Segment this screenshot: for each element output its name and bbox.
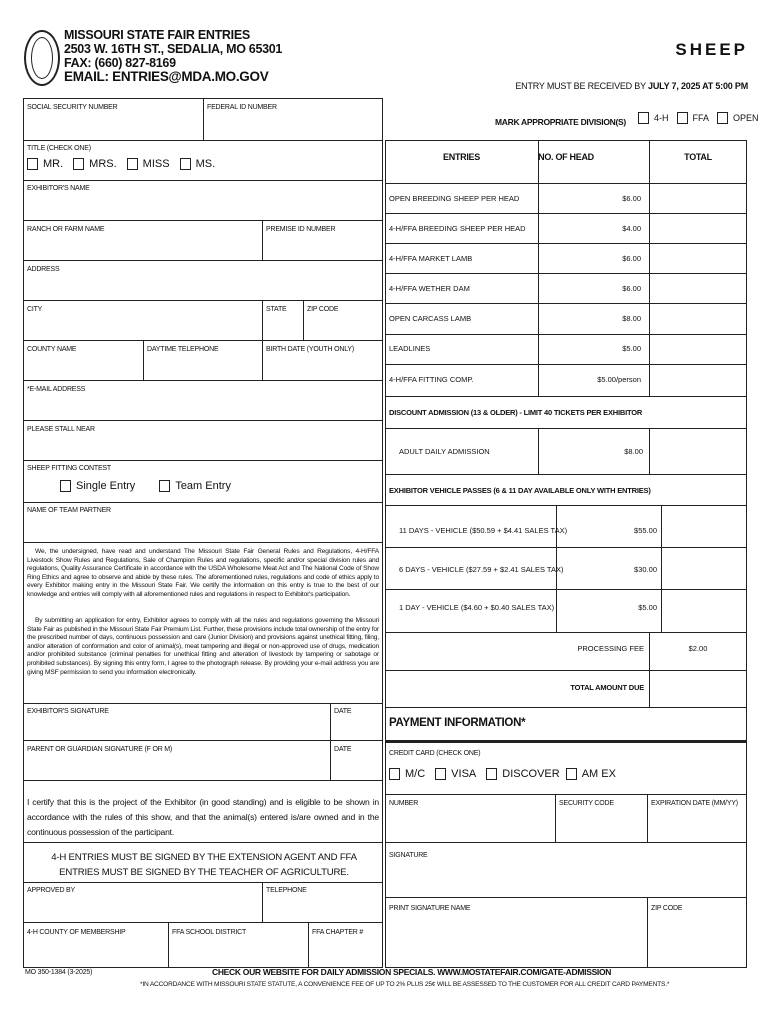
pass-1-day-price: $5.00 (638, 603, 657, 612)
checkbox-icon (180, 158, 191, 170)
security-code-label: SECURITY CODE (559, 800, 614, 807)
entry-row-4-price: $6.00 (622, 284, 641, 293)
form-number: MO 350-1384 (3-2025) (25, 969, 93, 976)
birth-label: BIRTH DATE (YOUTH ONLY) (266, 346, 354, 353)
city-label: CITY (27, 306, 43, 313)
checkbox-icon (159, 480, 170, 492)
title-miss-checkbox[interactable] (127, 158, 170, 170)
col-total: TOTAL (684, 152, 712, 162)
signing-note: 4-H ENTRIES MUST BE SIGNED BY THE EXTENSION AGENT AND FFA ENTRIES MUST BE SIGNED BY THE TEACHER OF AGRICULTURE. (51, 852, 357, 878)
convenience-fee-note: *IN ACCORDANCE WITH MISSOURI STATE STATUTE, A CONVENIENCE FEE OF UP TO 2% PLUS 25¢ WILL BE ASSESSED TO THE CUSTOMER FOR ALL CREDIT CARD PAYMENTS.* (140, 981, 670, 988)
card-signature-label: SIGNATURE (389, 852, 428, 859)
county-membership-label: 4-H COUNTY OF MEMBERSHIP (27, 929, 126, 936)
card-number-label: NUMBER (389, 800, 419, 807)
pass-6-day-price: $30.00 (634, 565, 657, 574)
checkbox-icon (486, 768, 497, 780)
title-ms-label: MS. (195, 158, 216, 170)
card-visa-label: VISA (451, 768, 477, 780)
pass-11-day-price: $55.00 (634, 526, 657, 535)
adult-admission-name: ADULT DAILY ADMISSION (399, 447, 490, 456)
checkbox-icon (717, 112, 728, 124)
checkbox-icon (73, 158, 84, 170)
checkbox-icon (60, 480, 71, 492)
deadline-date: JULY 7, 2025 AT 5:00 PM (648, 81, 748, 91)
fein-label: FEDERAL ID NUMBER (207, 104, 277, 111)
print-name-label: PRINT SIGNATURE NAME (389, 905, 471, 912)
entry-row-7-price: $5.00/person (597, 375, 641, 384)
division-ffa-label: FFA (692, 113, 710, 123)
division-open-label: OPEN (733, 113, 759, 123)
phone-label: DAYTIME TELEPHONE (147, 346, 219, 353)
form-category: SHEEP (675, 40, 748, 59)
card-discover-checkbox[interactable] (486, 768, 559, 780)
zip-label: ZIP CODE (307, 306, 339, 313)
division-open-checkbox[interactable] (717, 112, 759, 124)
agreement-paragraph-1: We, the undersigned, have read and understand The Missouri State Fair General Rules and Regulations, 4-H/FFA Livestock Show Rules and Regulations, Sale of Champion Rules and regulations, specific and/or special division rules and regulations, Quality Assurance Certificate in accordance with the USDA Wholesome Meat Act and The National Code of Show Ring Ethics and agree to observe and abide by these rules. The aforementioned rules, regulations and code of ethics apply to every Exhibitor making entry in the Missouri State Fair. We certify the information on this entry is true to the best of our knowledge and entries will comply with all aforementioned rules and regulations in respect to Exhibitor's participation. (27, 548, 379, 598)
entry-row-5-name: OPEN CARCASS LAMB (389, 314, 472, 323)
deadline-prefix: ENTRY MUST BE RECEIVED BY (515, 81, 649, 91)
checkbox-icon (27, 158, 38, 170)
title-miss-label: MISS (142, 158, 170, 170)
certify-statement: I certify that this is the project of the Exhibitor (in good standing) and is eligible to be shown in accordance with the rules of this show, and that the animal(s) entered is/are owned and in the continuous possession of the participant. (27, 797, 379, 837)
approved-label: APPROVED BY (27, 887, 75, 894)
org-name: MISSOURI STATE FAIR ENTRIES (64, 28, 250, 42)
org-address: 2503 W. 16TH ST., SEDALIA, MO 65301 (64, 42, 283, 56)
deadline (515, 81, 748, 91)
title-mr-label: MR. (43, 158, 64, 170)
entry-row-1-price: $6.00 (622, 194, 641, 203)
title-ms-checkbox[interactable] (180, 158, 216, 170)
checkbox-icon (638, 112, 649, 124)
entry-row-2-name: 4-H/FFA BREEDING SHEEP PER HEAD (389, 224, 526, 233)
card-mc-label: M/C (405, 768, 426, 780)
fitting-label: SHEEP FITTING CONTEST (27, 465, 111, 472)
division-options (638, 112, 759, 124)
card-visa-checkbox[interactable] (435, 768, 476, 780)
entry-row-4-name: 4-H/FFA WETHER DAM (389, 284, 470, 293)
processing-fee-label: PROCESSING FEE (577, 644, 644, 653)
card-mc-checkbox[interactable] (389, 768, 425, 780)
title-mr-checkbox[interactable] (27, 158, 63, 170)
website-notice: CHECK OUR WEBSITE FOR DAILY ADMISSION SPECIALS. WWW.MOSTATEFAIR.COM/GATE-ADMISSION (212, 967, 612, 977)
state-label: STATE (266, 306, 287, 313)
org-fax: FAX: (660) 827-8169 (64, 56, 176, 70)
stall-label: PLEASE STALL NEAR (27, 426, 95, 433)
title-label: TITLE (CHECK ONE) (27, 145, 91, 152)
title-mrs-checkbox[interactable] (73, 158, 117, 170)
division-ffa-checkbox[interactable] (677, 112, 710, 124)
card-zip-label: ZIP CODE (651, 905, 683, 912)
ssn-label: SOCIAL SECURITY NUMBER (27, 104, 118, 111)
entry-row-7-name: 4-H/FFA FITTING COMP. (389, 375, 474, 384)
col-entries: ENTRIES (443, 152, 480, 162)
division-4h-checkbox[interactable] (638, 112, 669, 124)
exhibitor-signature-label: EXHIBITOR'S SIGNATURE (27, 708, 109, 715)
payment-header: PAYMENT INFORMATION* (389, 717, 526, 729)
single-entry-label: Single Entry (76, 480, 136, 492)
col-head: NO. OF HEAD (538, 152, 594, 162)
parent-signature-label: PARENT OR GUARDIAN SIGNATURE (F OR M) (27, 746, 173, 753)
single-entry-checkbox[interactable] (60, 480, 135, 492)
vehicle-header: EXHIBITOR VEHICLE PASSES (6 & 11 DAY AVAILABLE ONLY WITH ENTRIES) (389, 486, 651, 495)
checkbox-icon (677, 112, 688, 124)
county-label: COUNTY NAME (27, 346, 77, 353)
title-mrs-label: MRS. (89, 158, 117, 170)
team-entry-label: Team Entry (175, 480, 231, 492)
pass-6-day-name: 6 DAYS - VEHICLE ($27.59 + $2.41 SALES TAX) (399, 565, 564, 574)
card-options (389, 768, 616, 780)
email-label: *E-MAIL ADDRESS (27, 386, 86, 393)
pass-11-day-name: 11 DAYS - VEHICLE ($50.59 + $4.41 SALES TAX) (399, 526, 568, 535)
checkbox-icon (435, 768, 446, 780)
ranch-label: RANCH OR FARM NAME (27, 226, 105, 233)
ffa-chapter-label: FFA CHAPTER # (312, 929, 364, 936)
entry-row-2-price: $4.00 (622, 224, 641, 233)
card-discover-label: DISCOVER (502, 768, 560, 780)
entry-row-3-name: 4-H/FFA MARKET LAMB (389, 254, 473, 263)
entry-row-1-name: OPEN BREEDING SHEEP PER HEAD (389, 194, 520, 203)
card-amex-label: AM EX (581, 768, 616, 780)
ffa-district-label: FFA SCHOOL DISTRICT (172, 929, 247, 936)
agreement-paragraph-2: By submitting an application for entry, Exhibitor agrees to comply with all the rules and regulations governing the Missouri State Fair as published in the Missouri State Fair Premium List. Further, these provisions include total ownership of the entry for the prescribed number of days, continuous possession and care (Junior Division) and provisions against unethical fitting, filing, and/or alteration of conformation and color of animal(s), meat tampering and illegal or non-approved use of drugs, medication and/or prohibited substance (criminal penalties for unethical fitting and alteration of livestock by tampering or sabotage or prohibited substances). By signing this entry form, I agree to the photograph release. By providing your e-mail address you are giving MSF permission to send you information electronically. (27, 617, 379, 676)
discount-header: DISCOUNT ADMISSION (13 & OLDER) - LIMIT 40 TICKETS PER EXHIBITOR (389, 408, 643, 417)
title-options (27, 158, 215, 170)
partner-label: NAME OF TEAM PARTNER (27, 507, 111, 514)
telephone-label: TELEPHONE (266, 887, 307, 894)
org-email: EMAIL: ENTRIES@MDA.MO.GOV (64, 69, 269, 84)
adult-admission-price: $8.00 (624, 447, 643, 456)
state-seal-icon (24, 30, 60, 86)
team-entry-checkbox[interactable] (159, 480, 231, 492)
entry-row-6-name: LEADLINES (389, 344, 431, 353)
checkbox-icon (127, 158, 138, 170)
parent-date-label: DATE (334, 746, 352, 753)
exhibitor-label: EXHIBITOR'S NAME (27, 185, 90, 192)
pass-1-day-name: 1 DAY - VEHICLE ($4.60 + $0.40 SALES TAX) (399, 603, 555, 612)
card-amex-checkbox[interactable] (566, 768, 616, 780)
address-label: ADDRESS (27, 266, 60, 273)
checkbox-icon (566, 768, 577, 780)
entry-row-6-price: $5.00 (622, 344, 641, 353)
processing-fee-price: $2.00 (688, 644, 708, 653)
expiration-label: EXPIRATION DATE (MM/YY) (651, 800, 738, 807)
payment-section (385, 708, 747, 968)
entry-row-5-price: $8.00 (622, 314, 641, 323)
division-4h-label: 4-H (654, 113, 669, 123)
credit-card-label: CREDIT CARD (CHECK ONE) (389, 750, 481, 757)
total-due-label: TOTAL AMOUNT DUE (570, 683, 644, 692)
fitting-options (60, 480, 231, 492)
entry-row-3-price: $6.00 (622, 254, 641, 263)
exhibitor-date-label: DATE (334, 708, 352, 715)
divisions-label: MARK APPROPRIATE DIVISION(S) (495, 117, 626, 127)
checkbox-icon (389, 768, 400, 780)
premise-label: PREMISE ID NUMBER (266, 226, 336, 233)
